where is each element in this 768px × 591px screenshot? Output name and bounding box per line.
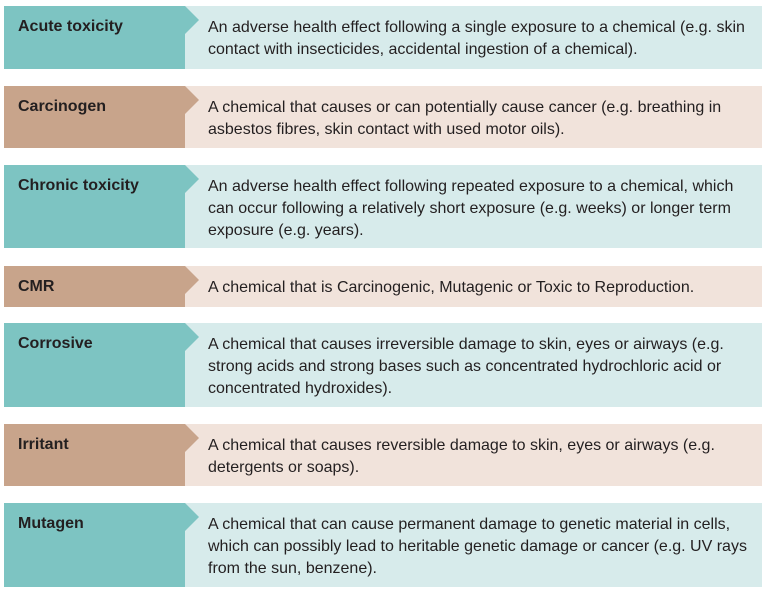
glossary-row-corrosive <box>4 323 762 407</box>
term-label: Corrosive <box>4 323 185 407</box>
glossary-row-cmr <box>4 266 762 307</box>
glossary-row-carcinogen <box>4 86 762 148</box>
definition-text: A chemical that causes irreversible damage to skin, eyes or airways (e.g. strong acids and strong bases such as concentrated hydrochloric acid or concentrated hydroxides). <box>185 323 762 407</box>
definition-text: A chemical that is Carcinogenic, Mutagenic or Toxic to Reproduction. <box>185 266 762 307</box>
definition-text: A chemical that causes or can potentially cause cancer (e.g. breathing in asbestos fibres, skin contact with used motor oils). <box>185 86 762 148</box>
term-label: Acute toxicity <box>4 6 185 69</box>
glossary-row-acute-toxicity <box>4 6 762 69</box>
term-label: Carcinogen <box>4 86 185 148</box>
definition-text: A chemical that causes reversible damage to skin, eyes or airways (e.g. detergents or soaps). <box>185 424 762 486</box>
definition-text: An adverse health effect following repeated exposure to a chemical, which can occur following a relatively short exposure (e.g. weeks) or longer term exposure (e.g. years). <box>185 165 762 248</box>
term-label: CMR <box>4 266 185 307</box>
term-label: Mutagen <box>4 503 185 587</box>
glossary-row-mutagen <box>4 503 762 587</box>
term-label: Chronic toxicity <box>4 165 185 248</box>
definition-text: A chemical that can cause permanent damage to genetic material in cells, which can possibly lead to heritable genetic damage or cancer (e.g. UV rays from the sun, benzene). <box>185 503 762 587</box>
term-label: Irritant <box>4 424 185 486</box>
definition-text: An adverse health effect following a single exposure to a chemical (e.g. skin contact with insecticides, accidental ingestion of a chemical). <box>185 6 762 69</box>
glossary-row-irritant <box>4 424 762 486</box>
glossary-row-chronic-toxicity <box>4 165 762 248</box>
